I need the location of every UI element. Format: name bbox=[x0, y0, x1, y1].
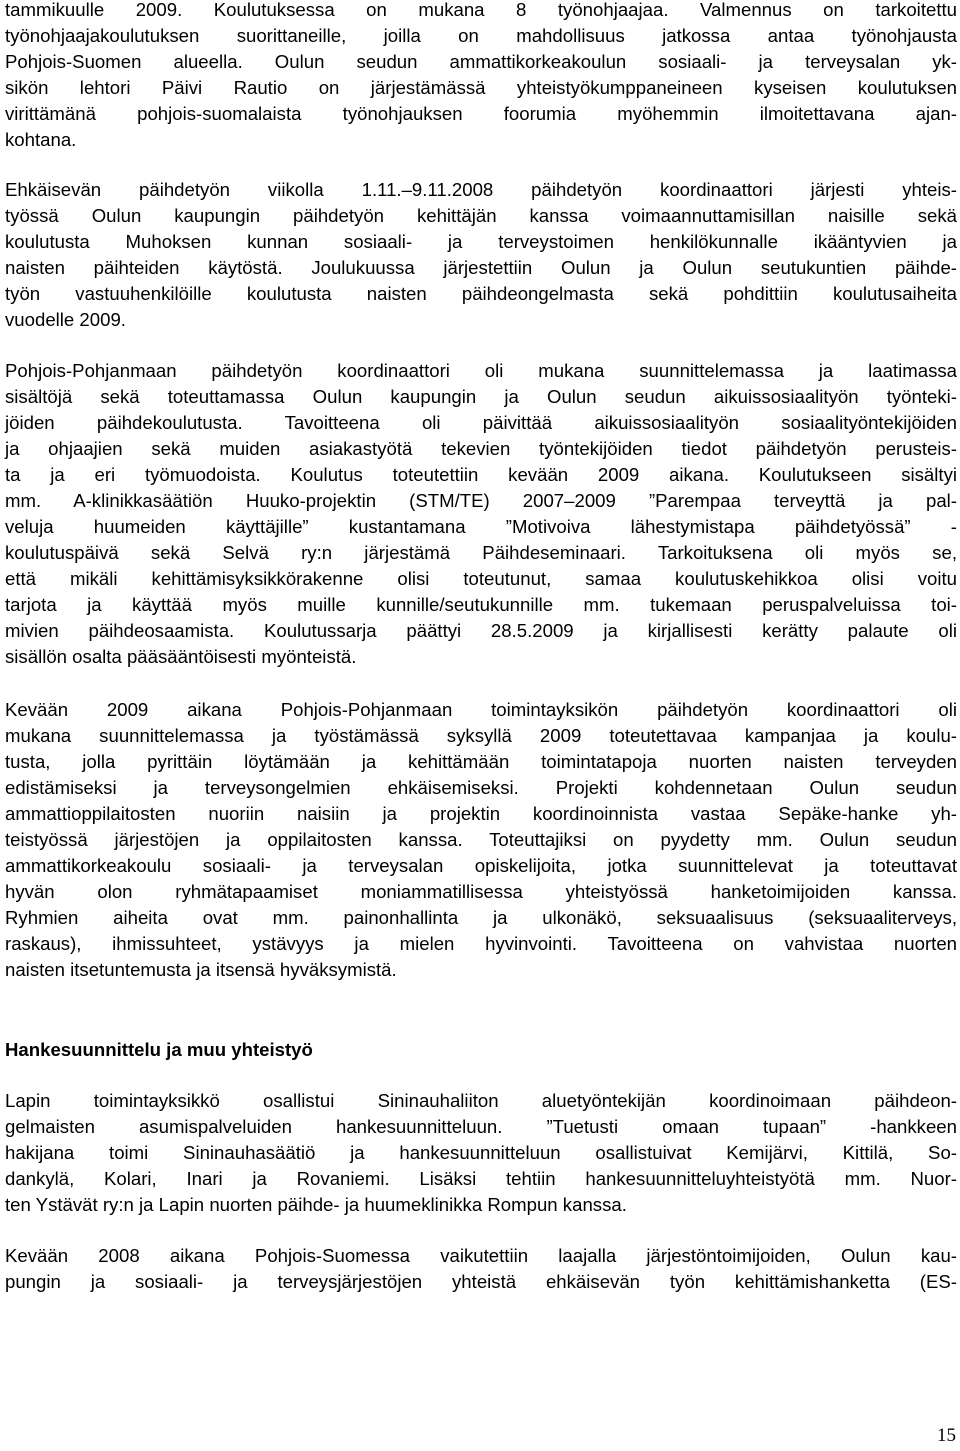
text-line: koulutuspäivä sekä Selvä ry:n järjestämä Päihdeseminaari. Tarkoituksena oli myös se, bbox=[5, 542, 957, 563]
text-line: tusta, jolla pyrittäin löytämään ja kehittämään toimintatapoja nuorten naisten terveyden bbox=[5, 751, 957, 772]
text-line: sikön lehtori Päivi Rautio on järjestämässä yhteistyökumppaneineen kyseisen koulutuksen bbox=[5, 77, 957, 98]
text-line: työn vastuuhenkilöille koulutusta naisten päihdeongelmasta sekä pohdittiin koulutusaiheita bbox=[5, 283, 957, 304]
text-line: Pohjois-Pohjanmaan päihdetyön koordinaattori oli mukana suunnittelemassa ja laatimassa bbox=[5, 360, 957, 381]
text-line: työssä Oulun kaupungin päihdetyön kehittäjän kanssa voimaannuttamisillan naisille sekä bbox=[5, 205, 957, 226]
text-line: teistyössä järjestöjen ja oppilaitosten kanssa. Toteuttajiksi on pyydetty mm. Oulun seudun bbox=[5, 829, 957, 850]
text-line: että mikäli kehittämisyksikkörakenne olisi toteutunut, samaa koulutuskehikkoa olisi voitu bbox=[5, 568, 957, 589]
text-line: tarjota ja käyttää myös muille kunnille/seutukunnille mm. tukemaan peruspalveluissa toi- bbox=[5, 594, 957, 615]
text-line: sisältöjä sekä toteuttamassa Oulun kaupungin ja Oulun seudun aikuissosiaalityön työnteki- bbox=[5, 386, 957, 407]
text-line: pungin ja sosiaali- ja terveysjärjestöjen yhteistä ehkäisevän työn kehittämishanketta (ES- bbox=[5, 1271, 957, 1292]
text-line: jöiden päihdekoulutusta. Tavoitteena oli päivittää aikuissosiaalityön sosiaalityöntekijöiden bbox=[5, 412, 957, 433]
text-line: edistämiseksi ja terveysongelmien ehkäisemiseksi. Projekti kohdennetaan Oulun seudun bbox=[5, 777, 957, 798]
text-line: Pohjois-Suomen alueella. Oulun seudun ammattikorkeakoulun sosiaali- ja terveysalan yk- bbox=[5, 51, 957, 72]
text-line: naisten itsetuntemusta ja itsensä hyväksymistä. bbox=[5, 959, 397, 980]
section-heading: Hankesuunnittelu ja muu yhteistyö bbox=[5, 1039, 313, 1060]
page-number: 15 bbox=[937, 1425, 956, 1446]
text-line: raskaus), ihmissuhteet, ystävyys ja mielen hyvinvointi. Tavoitteena on vahvistaa nuorten bbox=[5, 933, 957, 954]
text-line: veluja huumeiden käyttäjille” kustantamana ”Motivoiva lähestymistapa päihdetyössä” - bbox=[5, 516, 957, 537]
text-line: ammattioppilaitosten nuoriin naisiin ja projektin koordinoinnista vastaa Sepäke-hanke yh- bbox=[5, 803, 957, 824]
text-line: sisällön osalta pääsääntöisesti myönteistä. bbox=[5, 646, 357, 667]
text-line: mukana suunnittelemassa ja työstämässä syksyllä 2009 toteutettavaa kampanjaa ja koulu- bbox=[5, 725, 957, 746]
text-line: kohtana. bbox=[5, 129, 77, 150]
text-line: Ryhmien aiheita ovat mm. painonhallinta ja ulkonäkö, seksuaalisuus (seksuaaliterveys, bbox=[5, 907, 957, 928]
text-line: ja ohjaajien sekä muiden asiakastyötä tekevien työntekijöiden tiedot päihdetyön perusteis- bbox=[5, 438, 957, 459]
text-line: vuodelle 2009. bbox=[5, 309, 126, 330]
text-line: naisten päihteiden käytöstä. Joulukuussa järjestettiin Oulun ja Oulun seutukuntien päihde- bbox=[5, 257, 957, 278]
text-line: tammikuulle 2009. Koulutuksessa on mukana 8 työnohjaajaa. Valmennus on tarkoitettu bbox=[5, 0, 957, 20]
text-line: mivien päihdeosaamista. Koulutussarja päättyi 28.5.2009 ja kirjallisesti kerätty palaute oli bbox=[5, 620, 957, 641]
text-line: koulutusta Muhoksen kunnan sosiaali- ja terveystoimen henkilökunnalle ikääntyvien ja bbox=[5, 231, 957, 252]
text-line: hakijana toimi Sininauhasäätiö ja hankesuunnitteluun osallistuivat Kemijärvi, Kittilä, So- bbox=[5, 1142, 957, 1163]
text-line: työnohjaajakoulutuksen suorittaneille, joilla on mahdollisuus jatkossa antaa työnohjausta bbox=[5, 25, 957, 46]
text-line: gelmaisten asumispalveluiden hankesuunnitteluun. ”Tuetusti omaan tupaan” -hankkeen bbox=[5, 1116, 957, 1137]
text-line: Ehkäisevän päihdetyön viikolla 1.11.–9.11.2008 päihdetyön koordinaattori järjesti yhteis- bbox=[5, 179, 957, 200]
text-line: hyvän olon ryhmätapaamiset moniammatillisessa yhteistyössä hanketoimijoiden kanssa. bbox=[5, 881, 957, 902]
text-line: ta ja eri työmuodoista. Koulutus toteutettiin kevään 2009 aikana. Koulutukseen sisältyi bbox=[5, 464, 957, 485]
text-line: ten Ystävät ry:n ja Lapin nuorten päihde- ja huumeklinikka Rompun kanssa. bbox=[5, 1194, 627, 1215]
text-line: Kevään 2009 aikana Pohjois-Pohjanmaan toimintayksikön päihdetyön koordinaattori oli bbox=[5, 699, 957, 720]
text-line: Lapin toimintayksikkö osallistui Sininauhaliiton aluetyöntekijän koordinoimaan päihdeon- bbox=[5, 1090, 957, 1111]
text-line: dankylä, Kolari, Inari ja Rovaniemi. Lisäksi tehtiin hankesuunnitteluyhteistyötä mm. Nuor- bbox=[5, 1168, 957, 1189]
text-line: ammattikorkeakoulu sosiaali- ja terveysalan opiskelijoita, jotka suunnittelevat ja toteuttavat bbox=[5, 855, 957, 876]
text-line: virittämänä pohjois-suomalaista työnohjauksen foorumia myöhemmin ilmoitettavana ajan- bbox=[5, 103, 957, 124]
text-line: Kevään 2008 aikana Pohjois-Suomessa vaikutettiin laajalla järjestöntoimijoiden, Oulun kau- bbox=[5, 1245, 957, 1266]
text-line: mm. A-klinikkasäätiön Huuko-projektin (STM/TE) 2007–2009 ”Parempaa terveyttä ja pal- bbox=[5, 490, 957, 511]
